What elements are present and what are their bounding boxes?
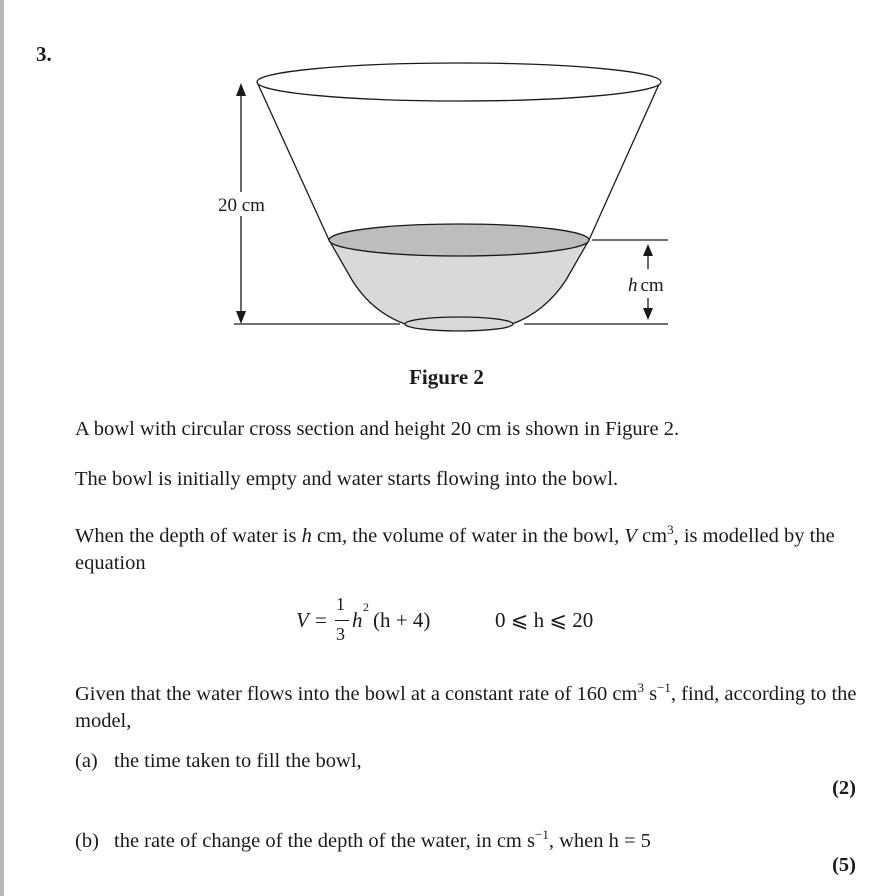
eq-equals: = <box>315 608 327 632</box>
paragraph-initial-condition: The bowl is initially empty and water starts flowing into the bowl. <box>75 468 619 490</box>
bowl-rim <box>257 63 661 101</box>
height-arrowhead-bottom <box>236 311 246 324</box>
eq-frac-numerator: 1 <box>336 594 345 614</box>
question-number: 3. <box>36 42 52 66</box>
eq-fraction-bar <box>335 620 349 621</box>
paragraph-flow-rate: Given that the water flows into the bowl at a constant rate of 160 $cm^3$ $s^{-1}$, find, according to the model, <box>75 680 857 732</box>
eq-bracket: (h + 4) <box>373 608 431 632</box>
bowl-base <box>405 317 513 331</box>
figure-caption: Figure 2 <box>409 365 484 389</box>
eq-range: 0 ⩽ h ⩽ 20 <box>495 608 594 632</box>
height-arrowhead-top <box>236 83 246 96</box>
bowl-figure <box>0 0 878 400</box>
height-label: 20 cm <box>218 195 265 216</box>
eq-lhs: V <box>296 608 309 632</box>
part-b: (b) the rate of change of the depth of the water, in cm $s^{-1}$, when h = 5 <box>75 827 651 852</box>
volume-equation <box>0 592 878 652</box>
part-b-marks: (5) <box>832 854 856 876</box>
part-a: (a) the time taken to fill the bowl, <box>75 750 362 772</box>
water-surface <box>329 224 589 256</box>
eq-h-variable: h <box>352 608 363 632</box>
depth-arrowhead-bottom <box>643 308 653 320</box>
eq-h-exponent: 2 <box>363 600 369 614</box>
paragraph-bowl-description: A bowl with circular cross section and height 20 cm is shown in Figure 2. <box>75 418 680 440</box>
eq-frac-denominator: 3 <box>336 624 345 644</box>
part-a-marks: (2) <box>832 777 856 799</box>
depth-label: h cm <box>628 275 664 296</box>
paragraph-model-intro: When the depth of water is h cm, the volume of water in the bowl, V $cm^3$, is modelled by the equation <box>75 522 835 574</box>
